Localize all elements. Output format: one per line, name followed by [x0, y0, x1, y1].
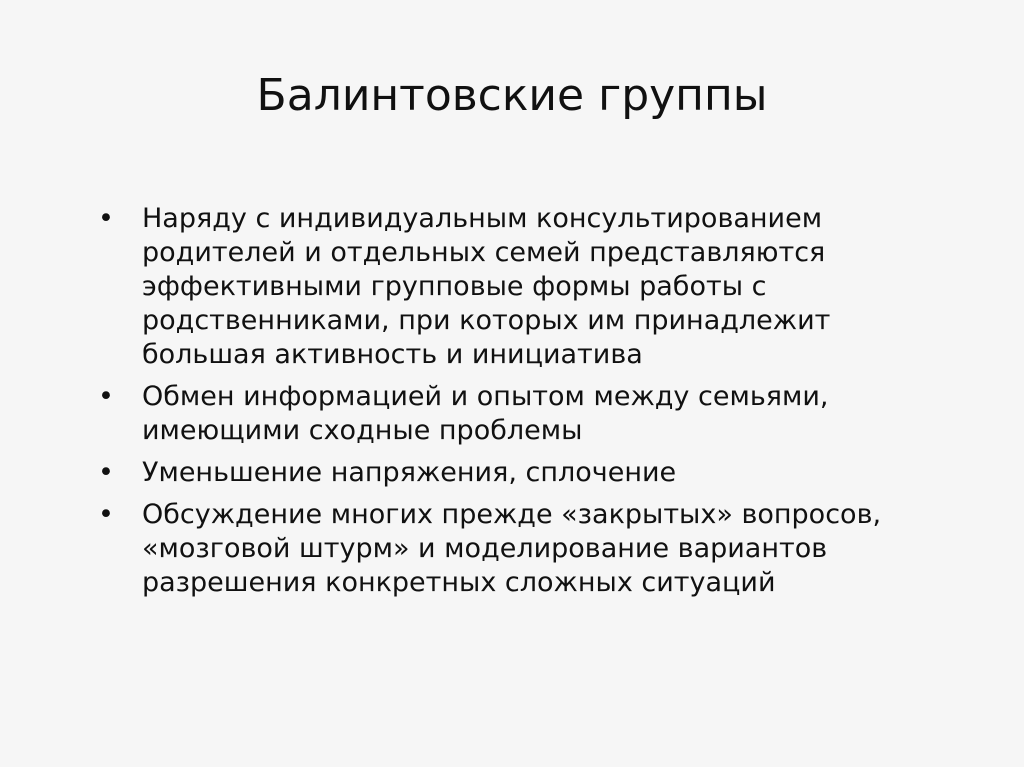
bullet-line: эффективными групповые формы работы с: [142, 271, 767, 302]
bullet-item: [98, 456, 958, 490]
slide-title: Балинтовские группы: [256, 70, 768, 121]
bullet-item: [98, 498, 958, 600]
bullet-icon: •: [98, 457, 114, 488]
bullet-line: Наряду с индивидуальным консультированием: [142, 203, 823, 234]
bullet-line: Обсуждение многих прежде «закрытых» вопросов,: [142, 499, 882, 530]
bullet-icon: •: [98, 381, 114, 412]
bullet-line: родителей и отдельных семей представляются: [142, 237, 826, 268]
bullet-item: [98, 202, 958, 372]
bullet-icon: •: [98, 203, 114, 234]
bullet-icon: •: [98, 499, 114, 530]
bullet-line: имеющими сходные проблемы: [142, 415, 583, 446]
bullet-line: родственниками, при которых им принадлежит: [142, 305, 831, 336]
bullet-line: Уменьшение напряжения, сплочение: [142, 457, 677, 488]
bullet-item: [98, 380, 958, 448]
bullet-line: Обмен информацией и опытом между семьями,: [142, 381, 829, 412]
bullet-line: большая активность и инициатива: [142, 339, 643, 370]
bullet-line: «мозговой штурм» и моделирование вариантов: [142, 533, 828, 564]
bullet-list: [98, 202, 958, 608]
bullet-line: разрешения конкретных сложных ситуаций: [142, 567, 776, 598]
